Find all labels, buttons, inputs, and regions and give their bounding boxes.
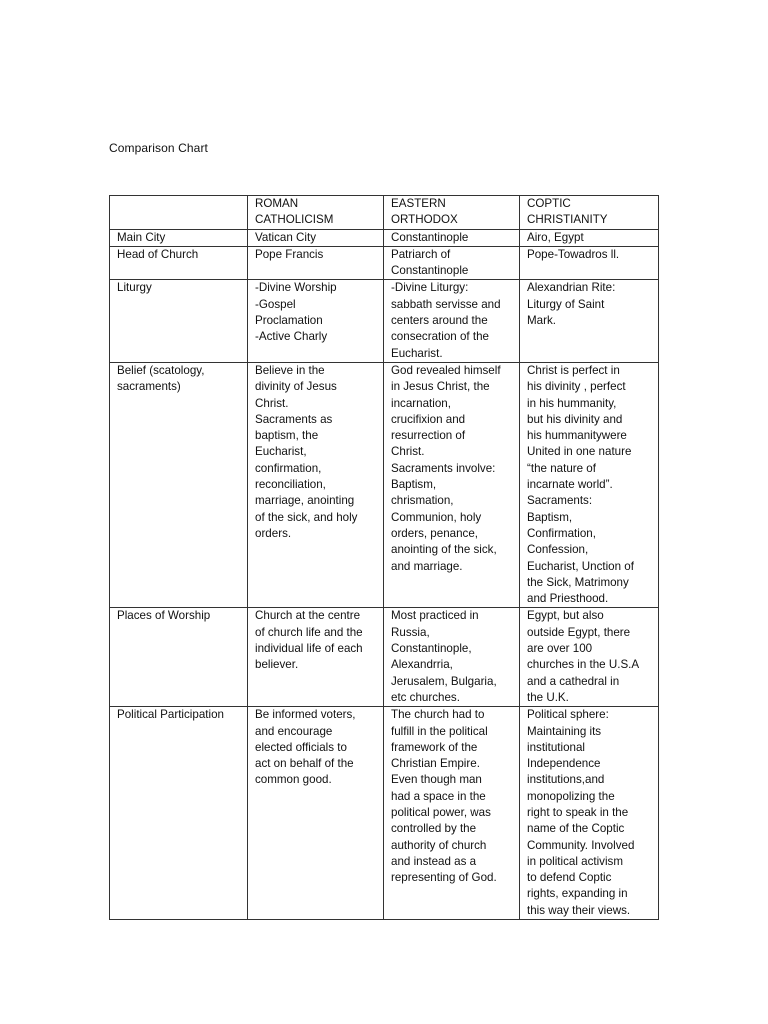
comparison-table — [109, 195, 659, 920]
table-cell: -Divine Liturgy: sabbath servisse and centers around the consecration of the Eucharist. — [384, 280, 520, 362]
table-cell: Political sphere: Maintaining its institutional Independence institutions,and monopolizing the right to speak in the name of the Coptic Community. Involved in political activism to defend Coptic rights, expanding in this way their views. — [520, 707, 659, 920]
table-row-political-participation — [110, 707, 659, 920]
table-cell: -Divine Worship -Gospel Proclamation -Active Charly — [248, 280, 384, 362]
table-cell: Egypt, but also outside Egypt, there are over 100 churches in the U.S.A and a cathedral in the U.K. — [520, 608, 659, 707]
document-title: Comparison Chart — [109, 141, 208, 155]
header-cell-roman-catholicism: ROMAN CATHOLICISM — [248, 196, 384, 230]
table-cell: Vatican City — [248, 229, 384, 246]
table-cell: Most practiced in Russia, Constantinople, Alexandrria, Jerusalem, Bulgaria, etc churches. — [384, 608, 520, 707]
table-cell: Alexandrian Rite: Liturgy of Saint Mark. — [520, 280, 659, 362]
table-cell: Church at the centre of church life and the individual life of each believer. — [248, 608, 384, 707]
table-cell: Constantinople — [384, 229, 520, 246]
table-header-row — [110, 196, 659, 230]
table-cell: Pope-Towadros ll. — [520, 246, 659, 280]
row-label: Head of Church — [110, 246, 248, 280]
table-cell: Be informed voters, and encourage elected officials to act on behalf of the common good. — [248, 707, 384, 920]
row-label: Belief (scatology, sacraments) — [110, 362, 248, 607]
table-cell: Believe in the divinity of Jesus Christ. Sacraments as baptism, the Eucharist, confirmation, reconciliation, marriage, anointing of the sick, and holy orders. — [248, 362, 384, 607]
table-cell: Pope Francis — [248, 246, 384, 280]
table-row-main-city — [110, 229, 659, 246]
header-cell-empty — [110, 196, 248, 230]
table-cell: The church had to fulfill in the political framework of the Christian Empire. Even though man had a space in the political power, was controlled by the authority of church and instead as a representing of God. — [384, 707, 520, 920]
table-row-places-of-worship — [110, 608, 659, 707]
row-label: Places of Worship — [110, 608, 248, 707]
table-row-liturgy — [110, 280, 659, 362]
table-row-head-of-church — [110, 246, 659, 280]
row-label: Main City — [110, 229, 248, 246]
table-cell: Christ is perfect in his divinity , perfect in his hummanity, but his divinity and his hummanitywere United in one nature “the nature of incarnate world”. Sacraments: Baptism, Confirmation, Confession, Eucharist, Unction of the Sick, Matrimony and Priesthood. — [520, 362, 659, 607]
row-label: Political Participation — [110, 707, 248, 920]
table-cell: God revealed himself in Jesus Christ, the incarnation, crucifixion and resurrection of Christ. Sacraments involve: Baptism, chrismation, Communion, holy orders, penance, anointing of the sick, and marriage. — [384, 362, 520, 607]
table-cell: Airo, Egypt — [520, 229, 659, 246]
header-cell-eastern-orthodox: EASTERN ORTHODOX — [384, 196, 520, 230]
row-label: Liturgy — [110, 280, 248, 362]
table-row-belief — [110, 362, 659, 607]
header-cell-coptic-christianity: COPTIC CHRISTIANITY — [520, 196, 659, 230]
table-cell: Patriarch of Constantinople — [384, 246, 520, 280]
